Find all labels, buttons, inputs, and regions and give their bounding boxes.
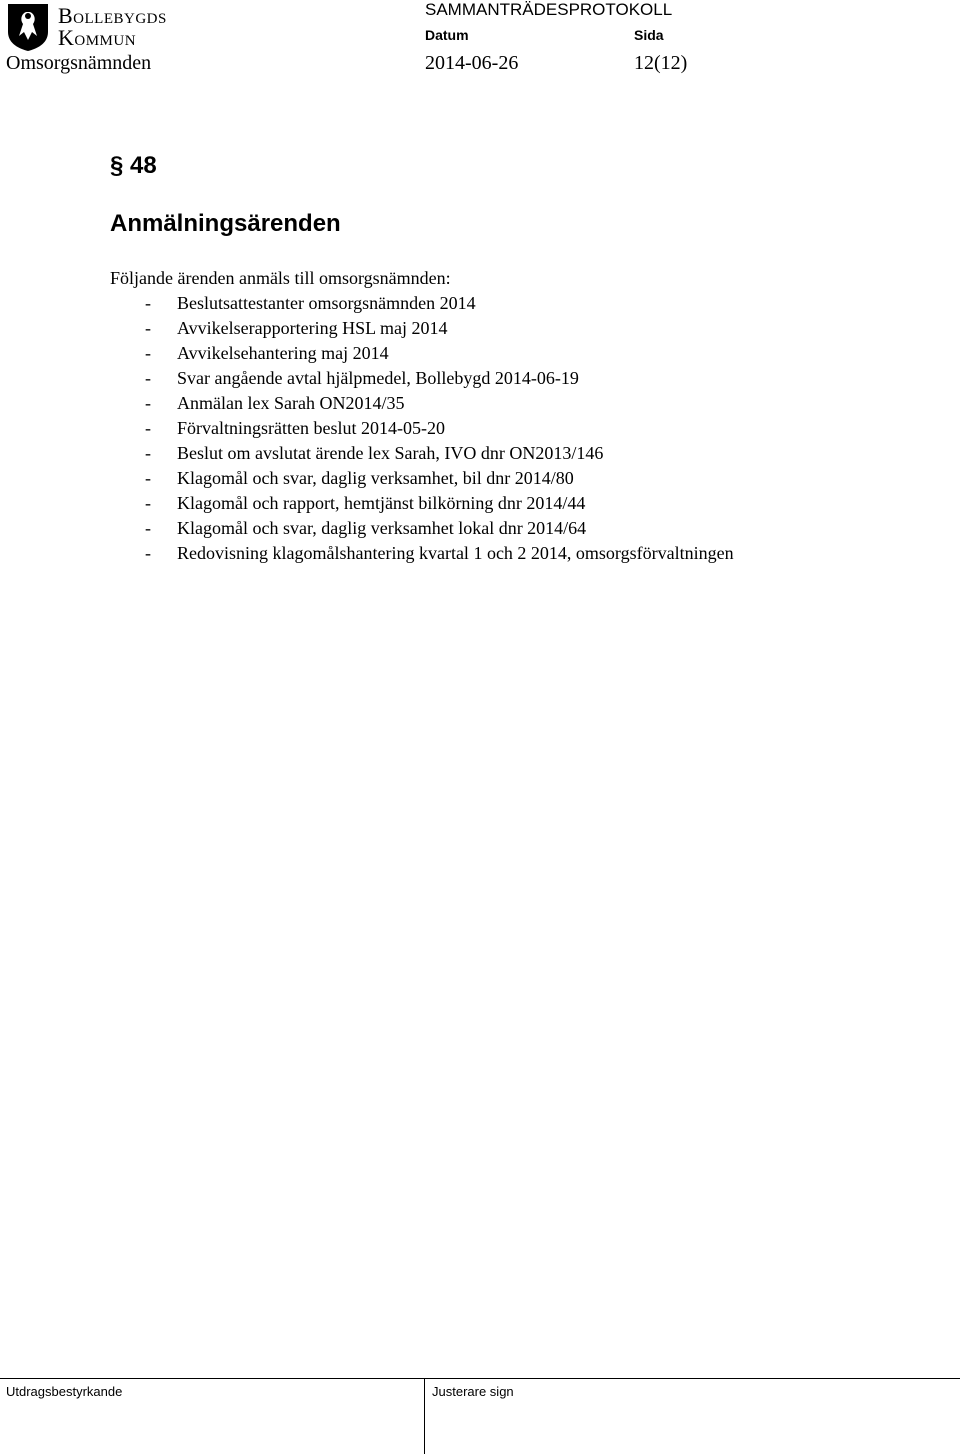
list-item: - Svar angående avtal hjälpmedel, Bollebygd 2014-06-19: [145, 368, 579, 388]
section-title: Anmälningsärenden: [110, 210, 341, 237]
list-item-text: Redovisning klagomålshantering kvartal 1 och 2 2014, omsorgsförvaltningen: [177, 543, 734, 563]
municipality-name-line2: Kommun: [58, 25, 137, 50]
list-item: - Avvikelsehantering maj 2014: [145, 343, 389, 363]
list-item: - Klagomål och rapport, hemtjänst bilkörning dnr 2014/44: [145, 493, 586, 513]
footer-divider: [0, 1378, 960, 1379]
municipality-name: [58, 5, 208, 49]
list-item: - Beslutsattestanter omsorgsnämnden 2014: [145, 293, 476, 313]
municipality-name-line1: Bollebygds: [58, 3, 167, 28]
list-item-text: Beslut om avslutat ärende lex Sarah, IVO dnr ON2013/146: [177, 443, 604, 463]
page-label: Sida: [634, 27, 664, 43]
certification-label: Utdragsbestyrkande: [6, 1384, 123, 1399]
adjuster-signature-label: Justerare sign: [432, 1384, 514, 1399]
list-item-text: Anmälan lex Sarah ON2014/35: [177, 393, 405, 413]
list-item-text: Avvikelserapportering HSL maj 2014: [177, 318, 448, 338]
date-label: Datum: [425, 27, 469, 43]
committee-name: Omsorgsnämnden: [6, 52, 152, 74]
document-type: SAMMANTRÄDESPROTOKOLL: [425, 0, 673, 19]
matters-list: [110, 291, 734, 566]
list-item-text: Avvikelsehantering maj 2014: [177, 343, 389, 363]
intro-text: Följande ärenden anmäls till omsorgsnämnden:: [110, 268, 451, 288]
list-item-text: Förvaltningsrätten beslut 2014-05-20: [177, 418, 445, 438]
list-item: - Redovisning klagomålshantering kvartal 1 och 2 2014, omsorgsförvaltningen: [145, 543, 734, 563]
list-item: - Klagomål och svar, daglig verksamhet lokal dnr 2014/64: [145, 518, 587, 538]
meeting-date: 2014-06-26: [425, 52, 519, 74]
list-item-text: Klagomål och svar, daglig verksamhet, bil dnr 2014/80: [177, 468, 574, 488]
list-item: - Förvaltningsrätten beslut 2014-05-20: [145, 418, 445, 438]
list-item-text: Beslutsattestanter omsorgsnämnden 2014: [177, 293, 476, 313]
list-item: - Anmälan lex Sarah ON2014/35: [145, 393, 405, 413]
list-item-text: Klagomål och rapport, hemtjänst bilkörning dnr 2014/44: [177, 493, 586, 513]
coat-of-arms-icon: [6, 2, 50, 52]
list-item-text: Klagomål och svar, daglig verksamhet lokal dnr 2014/64: [177, 518, 587, 538]
page-number: 12(12): [634, 52, 688, 74]
paragraph-number: § 48: [110, 152, 157, 179]
list-item: - Beslut om avslutat ärende lex Sarah, IVO dnr ON2013/146: [145, 443, 604, 463]
list-item-text: Svar angående avtal hjälpmedel, Bollebygd 2014-06-19: [177, 368, 579, 388]
footer-column-divider: [424, 1378, 425, 1454]
municipality-logo: [6, 2, 206, 54]
list-item: - Avvikelserapportering HSL maj 2014: [145, 318, 448, 338]
list-item: - Klagomål och svar, daglig verksamhet, bil dnr 2014/80: [145, 468, 574, 488]
